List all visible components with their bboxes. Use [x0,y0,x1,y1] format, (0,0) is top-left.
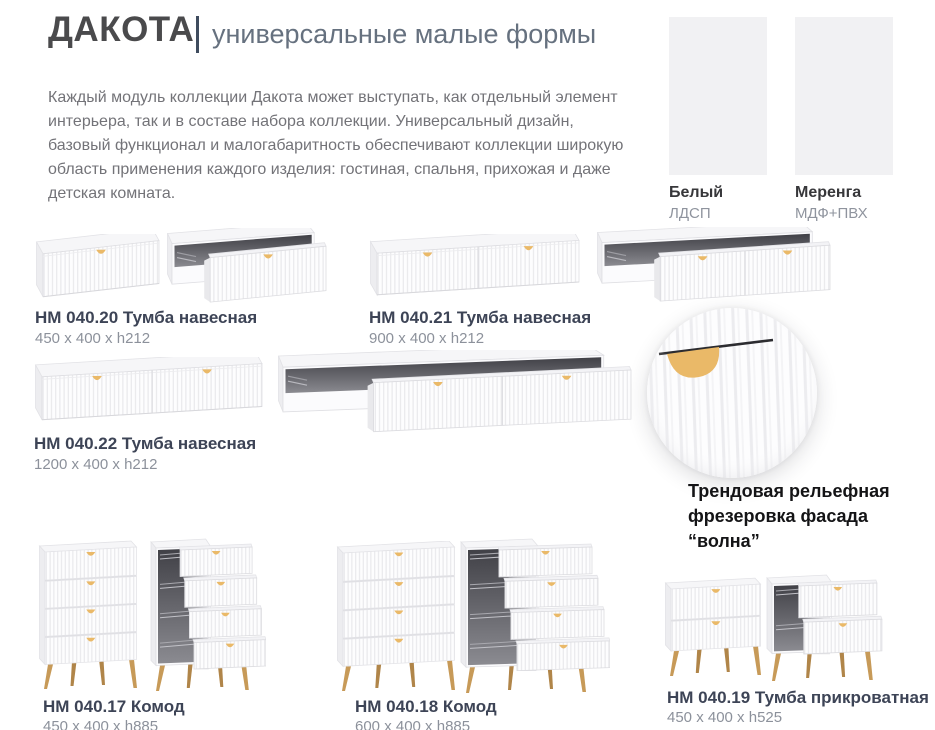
product-0-image-open [167,228,327,306]
product-1-image-open [597,227,831,305]
title-divider [196,16,199,53]
facade-detail-photo [647,308,817,478]
swatch-name: Белый [669,184,724,201]
product-5-image-closed [664,577,762,677]
product-2-title: НМ 040.22 Тумба навесная [34,434,257,453]
product-0-dimensions: 450 x 400 x h212 [35,330,151,347]
facade-feature-caption: Трендовая рельефная фрезеровка фасада “волна” [688,481,890,551]
collection-title: ДАКОТА [48,10,195,49]
product-3-image-open [150,536,266,692]
swatch-color-sample [795,17,893,175]
product-1-title: НМ 040.21 Тумба навесная [369,308,592,327]
product-4-dimensions: 600 x 400 x h885 [355,718,471,730]
facade-detail-image [647,308,817,478]
product-4-image-open [460,536,610,694]
product-0-title: НМ 040.20 Тумба навесная [35,308,258,327]
product-5-image-open [766,572,892,682]
product-0-image-closed [35,234,161,300]
product-3-dimensions: 450 x 400 x h885 [43,718,159,730]
swatch-color-sample [669,17,767,175]
intro-paragraph: Каждый модуль коллекции Дакота может выступать, как отдельный элемент интерьера, так и в составе набора коллекции. Универсальный дизайн, базовый функционал и малогабаритность обеспечивают коллекции широкую область применения каждого изделия: гостиная, спальня, прихожая и даже детская комната. [48,89,624,202]
swatch-name: Меренга [795,184,862,201]
product-4-image-closed [336,541,456,692]
product-1-image-closed [369,234,581,298]
product-2-image-open [278,350,632,436]
product-3-title: НМ 040.17 Комод [43,697,185,716]
material-swatch-white [669,17,767,222]
material-swatch-merenga [795,17,893,222]
product-2-dimensions: 1200 x 400 x h212 [34,456,158,473]
product-5-title: НМ 040.19 Тумба прикроватная [667,688,929,707]
product-3-image-closed [38,540,138,690]
swatch-material-type: МДФ+ПВХ [795,205,868,222]
swatch-material-type: ЛДСП [669,205,711,222]
product-5-dimensions: 450 x 400 x h525 [667,709,783,726]
product-4-title: НМ 040.18 Комод [355,697,497,716]
product-2-image-closed [34,357,264,423]
product-1-dimensions: 900 x 400 x h212 [369,330,485,347]
collection-subtitle: универсальные малые формы [212,19,597,49]
